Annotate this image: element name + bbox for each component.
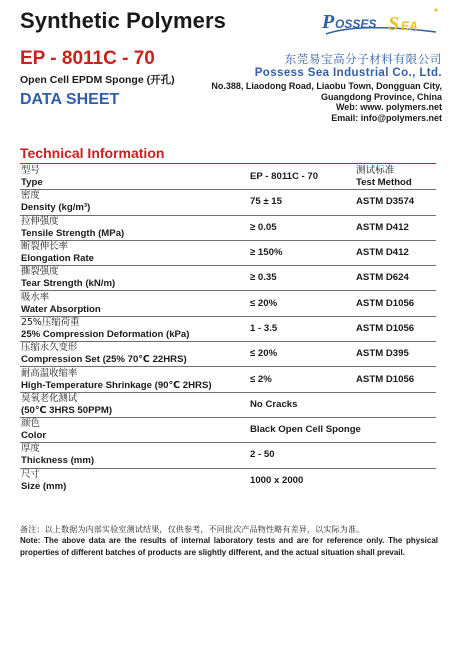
company-address-2: Guangdong Province, China xyxy=(320,91,442,102)
value-cell: 75 ± 15 xyxy=(250,190,356,215)
table-row xyxy=(20,316,436,341)
property-cell: 撕裂强度 Tear Strength (kN/m) xyxy=(20,266,250,291)
value-cell: ≤ 20% xyxy=(250,291,356,316)
value-cell: ≥ 0.05 xyxy=(250,215,356,240)
table-row xyxy=(20,291,436,316)
property-cell: 密度 Density (kg/m³) xyxy=(20,190,250,215)
method-cell: ASTM D1056 xyxy=(356,316,436,341)
table-row xyxy=(20,468,436,493)
method-cell: ASTM D3574 xyxy=(356,190,436,215)
company-name-en: Possess Sea Industrial Co., Ltd. xyxy=(254,67,442,79)
table-row xyxy=(20,266,436,291)
property-cell: 拉伸强度 Tensile Strength (MPa) xyxy=(20,215,250,240)
product-description: Open Cell EPDM Sponge (开孔) xyxy=(20,74,175,86)
property-cell: 颜色 Color xyxy=(20,417,250,442)
company-name-cn: 东莞易宝高分子材料有限公司 xyxy=(284,52,442,66)
method-cell: ASTM D1056 xyxy=(356,291,436,316)
company-address-1: No.388, Liaodong Road, Liaobu Town, Dongguan City, xyxy=(211,81,442,91)
property-cell: 断裂伸长率 Elongation Rate xyxy=(20,240,250,265)
value-cell: ≤ 2% xyxy=(250,367,356,392)
method-cell: ASTM D395 xyxy=(356,342,436,367)
technical-info-table xyxy=(20,165,436,493)
section-divider xyxy=(20,163,436,164)
table-row xyxy=(20,417,436,442)
method-cell: ASTM D412 xyxy=(356,240,436,265)
section-title: Technical Information xyxy=(20,145,165,161)
table-row xyxy=(20,240,436,265)
method-cell: ASTM D412 xyxy=(356,215,436,240)
property-cell: 25%压缩荷重 25% Compression Deformation (kPa) xyxy=(20,316,250,341)
data-sheet-label: DATA SHEET xyxy=(20,91,120,108)
property-cell: 厚度 Thickness (mm) xyxy=(20,443,250,468)
value-cell: ≤ 20% xyxy=(250,342,356,367)
table-row xyxy=(20,392,436,417)
property-cell: 尺寸 Size (mm) xyxy=(21,468,67,492)
property-cell: 型号 Type xyxy=(20,165,250,190)
value-cell: EP - 8011C - 70 xyxy=(250,165,356,190)
table-row xyxy=(20,165,436,190)
note-en: Note: The above data are the results of internal laboratory tests and are for reference only. The physical properties of different batches of products are slightly different, and the actual situation shall prevail. xyxy=(20,536,438,557)
table-row xyxy=(20,443,436,468)
possessea-logo-icon xyxy=(318,4,443,44)
company-logo xyxy=(318,4,443,44)
svg-text:EA: EA xyxy=(401,19,418,33)
svg-text:P: P xyxy=(322,11,335,33)
table-row xyxy=(20,190,436,215)
table-row xyxy=(20,215,436,240)
property-cell: 吸水率 Water Absorption xyxy=(20,291,250,316)
property-cell: 耐高温收缩率 High-Temperature Shrinkage (90℃ 2HRS) xyxy=(20,367,250,392)
method-cell: ASTM D1056 xyxy=(356,367,436,392)
table-row xyxy=(20,342,436,367)
value-cell: Black Open Cell Sponge xyxy=(250,417,436,442)
value-cell: 1 - 3.5 xyxy=(250,316,356,341)
property-cell: 臭氧老化测试 (50℃ 3HRS 50PPM) xyxy=(20,392,250,417)
company-web: Web: www. polymers.net xyxy=(335,102,442,113)
svg-text:S: S xyxy=(388,13,400,35)
product-code: EP - 8011C - 70 xyxy=(20,48,155,69)
value-cell: 2 - 50 xyxy=(250,443,436,468)
note-cn: 备注：以上数据为内部实验室测试结果，仅供参考，不同批次产品物性略有差异，以实际为准。 xyxy=(20,525,365,534)
value-cell: No Cracks xyxy=(250,392,436,417)
company-email: Email: info@polymers.net xyxy=(331,112,442,123)
value-cell: 1000 x 2000 xyxy=(250,474,304,486)
method-cell: ASTM D624 xyxy=(356,266,436,291)
method-cell: 测试标准 Test Method xyxy=(356,165,436,190)
value-cell: ≥ 0.35 xyxy=(250,266,356,291)
value-cell: ≥ 150% xyxy=(250,240,356,265)
property-cell: 压缩永久变形 Compression Set (25% 70℃ 22HRS) xyxy=(20,342,250,367)
notes-block xyxy=(20,524,438,558)
svg-text:OSSES: OSSES xyxy=(335,17,377,31)
company-block xyxy=(211,52,442,123)
table-row xyxy=(20,367,436,392)
document-title: Synthetic Polymers xyxy=(20,8,226,33)
